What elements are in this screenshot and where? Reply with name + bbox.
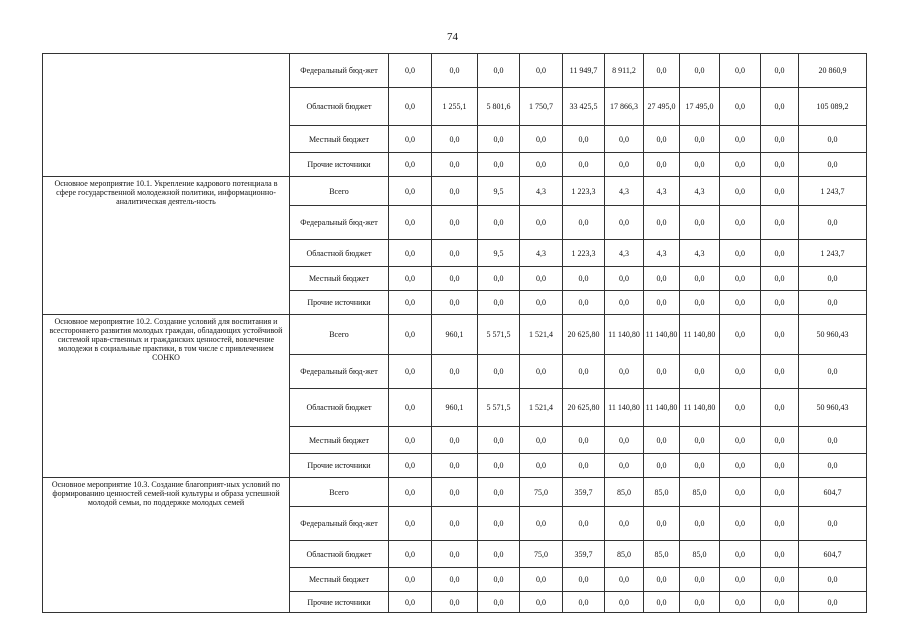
value-cell: 0,0	[761, 291, 799, 315]
value-cell: 0,0	[720, 355, 761, 389]
value-cell: 0,0	[563, 153, 605, 177]
value-cell: 0,0	[761, 206, 799, 240]
value-cell: 0,0	[680, 355, 720, 389]
value-cell: 85,0	[605, 541, 644, 568]
value-cell: 0,0	[720, 592, 761, 613]
value-cell: 0,0	[644, 592, 680, 613]
value-cell: 0,0	[432, 291, 478, 315]
funding-source-cell: Всего	[290, 478, 389, 507]
value-cell: 0,0	[761, 541, 799, 568]
value-cell: 0,0	[432, 153, 478, 177]
value-cell: 0,0	[563, 568, 605, 592]
value-cell: 0,0	[563, 291, 605, 315]
value-cell: 1 243,7	[799, 240, 867, 267]
value-cell: 0,0	[644, 291, 680, 315]
value-cell: 0,0	[761, 389, 799, 427]
value-cell: 20 625,80	[563, 315, 605, 355]
value-cell: 0,0	[720, 507, 761, 541]
value-cell: 0,0	[432, 427, 478, 454]
value-cell: 0,0	[389, 88, 432, 126]
value-cell: 0,0	[799, 454, 867, 478]
value-cell: 0,0	[389, 427, 432, 454]
value-cell: 0,0	[432, 355, 478, 389]
table-row	[43, 177, 867, 206]
activity-name-cell: Основное мероприятие 10.2. Создание условий для воспитания и всестороннего развития молодых граждан, обладающих устойчивой системой нрав-ственных и гражданских ценностей, вовлечение молодежи в социальные практики, в том числе с привлечением СОНКО	[43, 315, 290, 478]
value-cell: 0,0	[799, 507, 867, 541]
value-cell: 0,0	[644, 355, 680, 389]
value-cell: 1 521,4	[520, 389, 563, 427]
value-cell: 1 223,3	[563, 240, 605, 267]
value-cell: 0,0	[720, 240, 761, 267]
value-cell: 0,0	[799, 568, 867, 592]
activity-name-cell: Основное мероприятие 10.3. Создание благоприят-ных условий по формированию ценностей семей-ной культуры и образа успешной молодой семьи, по поддержке молодых семей	[43, 478, 290, 613]
value-cell: 1 255,1	[432, 88, 478, 126]
value-cell: 0,0	[761, 267, 799, 291]
value-cell: 0,0	[389, 389, 432, 427]
value-cell: 0,0	[520, 355, 563, 389]
value-cell: 0,0	[478, 267, 520, 291]
funding-source-cell: Местный бюджет	[290, 126, 389, 153]
value-cell: 0,0	[432, 541, 478, 568]
value-cell: 0,0	[799, 267, 867, 291]
funding-source-cell: Прочие источники	[290, 153, 389, 177]
value-cell: 359,7	[563, 541, 605, 568]
value-cell: 0,0	[605, 267, 644, 291]
value-cell: 0,0	[605, 507, 644, 541]
value-cell: 0,0	[478, 592, 520, 613]
value-cell: 20 625,80	[563, 389, 605, 427]
value-cell: 359,7	[563, 478, 605, 507]
value-cell: 0,0	[720, 126, 761, 153]
budget-table	[42, 53, 867, 613]
value-cell: 0,0	[432, 507, 478, 541]
value-cell: 50 960,43	[799, 389, 867, 427]
value-cell: 0,0	[432, 592, 478, 613]
value-cell: 11 140,80	[680, 315, 720, 355]
value-cell: 0,0	[761, 126, 799, 153]
value-cell: 0,0	[389, 267, 432, 291]
value-cell: 0,0	[563, 206, 605, 240]
value-cell: 0,0	[432, 240, 478, 267]
value-cell: 0,0	[563, 454, 605, 478]
value-cell: 27 495,0	[644, 88, 680, 126]
value-cell: 0,0	[478, 126, 520, 153]
value-cell: 0,0	[644, 507, 680, 541]
value-cell: 11 140,80	[605, 389, 644, 427]
value-cell: 0,0	[389, 541, 432, 568]
value-cell: 0,0	[563, 507, 605, 541]
value-cell: 0,0	[720, 267, 761, 291]
value-cell: 0,0	[432, 454, 478, 478]
value-cell: 0,0	[389, 54, 432, 88]
value-cell: 0,0	[563, 267, 605, 291]
value-cell: 0,0	[680, 507, 720, 541]
value-cell: 0,0	[761, 240, 799, 267]
value-cell: 9,5	[478, 240, 520, 267]
value-cell: 0,0	[720, 153, 761, 177]
value-cell: 9,5	[478, 177, 520, 206]
value-cell: 0,0	[520, 454, 563, 478]
funding-source-cell: Всего	[290, 315, 389, 355]
value-cell: 0,0	[720, 291, 761, 315]
value-cell: 85,0	[680, 541, 720, 568]
value-cell: 0,0	[520, 568, 563, 592]
value-cell: 0,0	[605, 427, 644, 454]
value-cell: 0,0	[520, 153, 563, 177]
value-cell: 0,0	[720, 541, 761, 568]
value-cell: 0,0	[799, 291, 867, 315]
value-cell: 4,3	[605, 177, 644, 206]
value-cell: 1 750,7	[520, 88, 563, 126]
value-cell: 4,3	[520, 240, 563, 267]
value-cell: 0,0	[605, 568, 644, 592]
value-cell: 0,0	[389, 454, 432, 478]
value-cell: 4,3	[605, 240, 644, 267]
funding-source-cell: Федеральный бюд-жет	[290, 355, 389, 389]
value-cell: 0,0	[644, 267, 680, 291]
value-cell: 75,0	[520, 541, 563, 568]
value-cell: 0,0	[680, 153, 720, 177]
value-cell: 0,0	[389, 355, 432, 389]
value-cell: 0,0	[720, 206, 761, 240]
value-cell: 0,0	[389, 315, 432, 355]
value-cell: 17 495,0	[680, 88, 720, 126]
funding-source-cell: Областной бюджет	[290, 240, 389, 267]
value-cell: 0,0	[644, 54, 680, 88]
value-cell: 0,0	[799, 126, 867, 153]
value-cell: 0,0	[520, 206, 563, 240]
value-cell: 0,0	[389, 568, 432, 592]
value-cell: 0,0	[389, 126, 432, 153]
value-cell: 105 089,2	[799, 88, 867, 126]
value-cell: 0,0	[720, 389, 761, 427]
value-cell: 75,0	[520, 478, 563, 507]
value-cell: 85,0	[644, 541, 680, 568]
funding-source-cell: Прочие источники	[290, 291, 389, 315]
value-cell: 0,0	[720, 454, 761, 478]
page-number: 74	[447, 31, 458, 43]
value-cell: 0,0	[389, 177, 432, 206]
value-cell: 0,0	[761, 427, 799, 454]
value-cell: 0,0	[389, 592, 432, 613]
value-cell: 0,0	[520, 126, 563, 153]
value-cell: 0,0	[520, 267, 563, 291]
value-cell: 0,0	[432, 54, 478, 88]
value-cell: 5 571,5	[478, 389, 520, 427]
value-cell: 0,0	[761, 592, 799, 613]
funding-source-cell: Федеральный бюд-жет	[290, 54, 389, 88]
value-cell: 4,3	[644, 177, 680, 206]
value-cell: 0,0	[605, 592, 644, 613]
value-cell: 0,0	[605, 126, 644, 153]
value-cell: 4,3	[680, 240, 720, 267]
funding-source-cell: Прочие источники	[290, 592, 389, 613]
value-cell: 0,0	[799, 592, 867, 613]
value-cell: 960,1	[432, 315, 478, 355]
value-cell: 0,0	[720, 568, 761, 592]
value-cell: 0,0	[520, 291, 563, 315]
value-cell: 11 140,80	[680, 389, 720, 427]
value-cell: 0,0	[680, 568, 720, 592]
value-cell: 0,0	[389, 153, 432, 177]
value-cell: 0,0	[680, 267, 720, 291]
value-cell: 0,0	[605, 454, 644, 478]
value-cell: 0,0	[432, 206, 478, 240]
value-cell: 0,0	[680, 126, 720, 153]
value-cell: 0,0	[478, 541, 520, 568]
value-cell: 0,0	[605, 206, 644, 240]
value-cell: 20 860,9	[799, 54, 867, 88]
funding-source-cell: Всего	[290, 177, 389, 206]
value-cell: 11 140,80	[644, 315, 680, 355]
value-cell: 0,0	[563, 427, 605, 454]
value-cell: 4,3	[644, 240, 680, 267]
value-cell: 0,0	[520, 427, 563, 454]
value-cell: 0,0	[761, 177, 799, 206]
value-cell: 85,0	[644, 478, 680, 507]
value-cell: 0,0	[520, 507, 563, 541]
value-cell: 0,0	[563, 592, 605, 613]
value-cell: 960,1	[432, 389, 478, 427]
value-cell: 0,0	[799, 153, 867, 177]
value-cell: 0,0	[478, 291, 520, 315]
value-cell: 0,0	[761, 568, 799, 592]
table-row	[43, 315, 867, 355]
value-cell: 0,0	[761, 454, 799, 478]
funding-source-cell: Местный бюджет	[290, 568, 389, 592]
value-cell: 0,0	[680, 592, 720, 613]
value-cell: 0,0	[605, 291, 644, 315]
table-row	[43, 478, 867, 507]
funding-source-cell: Областной бюджет	[290, 541, 389, 568]
value-cell: 604,7	[799, 478, 867, 507]
value-cell: 1 243,7	[799, 177, 867, 206]
value-cell: 0,0	[720, 478, 761, 507]
value-cell: 0,0	[644, 153, 680, 177]
funding-source-cell: Прочие источники	[290, 454, 389, 478]
value-cell: 0,0	[720, 54, 761, 88]
funding-source-cell: Местный бюджет	[290, 427, 389, 454]
value-cell: 0,0	[605, 153, 644, 177]
value-cell: 0,0	[478, 568, 520, 592]
value-cell: 0,0	[478, 54, 520, 88]
value-cell: 0,0	[720, 315, 761, 355]
value-cell: 0,0	[432, 177, 478, 206]
value-cell: 0,0	[799, 427, 867, 454]
value-cell: 0,0	[432, 267, 478, 291]
value-cell: 0,0	[520, 592, 563, 613]
value-cell: 0,0	[478, 355, 520, 389]
value-cell: 5 801,6	[478, 88, 520, 126]
value-cell: 0,0	[761, 478, 799, 507]
value-cell: 604,7	[799, 541, 867, 568]
value-cell: 85,0	[680, 478, 720, 507]
value-cell: 0,0	[680, 54, 720, 88]
value-cell: 4,3	[680, 177, 720, 206]
value-cell: 0,0	[478, 153, 520, 177]
value-cell: 0,0	[563, 126, 605, 153]
value-cell: 11 140,80	[644, 389, 680, 427]
value-cell: 0,0	[432, 568, 478, 592]
value-cell: 0,0	[389, 291, 432, 315]
value-cell: 0,0	[520, 54, 563, 88]
value-cell: 33 425,5	[563, 88, 605, 126]
funding-source-cell: Областной бюджет	[290, 88, 389, 126]
value-cell: 0,0	[761, 88, 799, 126]
value-cell: 0,0	[644, 568, 680, 592]
value-cell: 0,0	[478, 507, 520, 541]
activity-name-cell: Основное мероприятие 10.1. Укрепление кадрового потенциала в сфере государственной молодежной политики, информационно-аналитическая деятель-ность	[43, 177, 290, 315]
table-row	[43, 54, 867, 88]
value-cell: 0,0	[644, 206, 680, 240]
value-cell: 0,0	[432, 478, 478, 507]
funding-source-cell: Местный бюджет	[290, 267, 389, 291]
value-cell: 0,0	[478, 427, 520, 454]
value-cell: 0,0	[605, 355, 644, 389]
value-cell: 0,0	[389, 240, 432, 267]
value-cell: 0,0	[680, 206, 720, 240]
value-cell: 0,0	[720, 88, 761, 126]
value-cell: 0,0	[478, 478, 520, 507]
value-cell: 0,0	[644, 454, 680, 478]
value-cell: 0,0	[478, 454, 520, 478]
value-cell: 0,0	[644, 126, 680, 153]
value-cell: 8 911,2	[605, 54, 644, 88]
value-cell: 4,3	[520, 177, 563, 206]
value-cell: 0,0	[644, 427, 680, 454]
value-cell: 0,0	[761, 315, 799, 355]
table-body	[43, 54, 867, 613]
value-cell: 0,0	[761, 355, 799, 389]
value-cell: 0,0	[720, 427, 761, 454]
value-cell: 0,0	[389, 478, 432, 507]
value-cell: 0,0	[720, 177, 761, 206]
value-cell: 0,0	[563, 355, 605, 389]
value-cell: 0,0	[799, 206, 867, 240]
value-cell: 17 866,3	[605, 88, 644, 126]
value-cell: 85,0	[605, 478, 644, 507]
funding-source-cell: Федеральный бюд-жет	[290, 206, 389, 240]
value-cell: 1 223,3	[563, 177, 605, 206]
funding-source-cell: Федеральный бюд-жет	[290, 507, 389, 541]
funding-source-cell: Областной бюджет	[290, 389, 389, 427]
value-cell: 0,0	[761, 54, 799, 88]
value-cell: 1 521,4	[520, 315, 563, 355]
value-cell: 0,0	[680, 454, 720, 478]
value-cell: 0,0	[761, 153, 799, 177]
value-cell: 11 949,7	[563, 54, 605, 88]
value-cell: 11 140,80	[605, 315, 644, 355]
value-cell: 0,0	[761, 507, 799, 541]
value-cell: 0,0	[680, 427, 720, 454]
value-cell: 0,0	[432, 126, 478, 153]
activity-name-cell	[43, 54, 290, 177]
value-cell: 0,0	[799, 355, 867, 389]
value-cell: 5 571,5	[478, 315, 520, 355]
value-cell: 50 960,43	[799, 315, 867, 355]
value-cell: 0,0	[478, 206, 520, 240]
value-cell: 0,0	[389, 507, 432, 541]
value-cell: 0,0	[680, 291, 720, 315]
value-cell: 0,0	[389, 206, 432, 240]
